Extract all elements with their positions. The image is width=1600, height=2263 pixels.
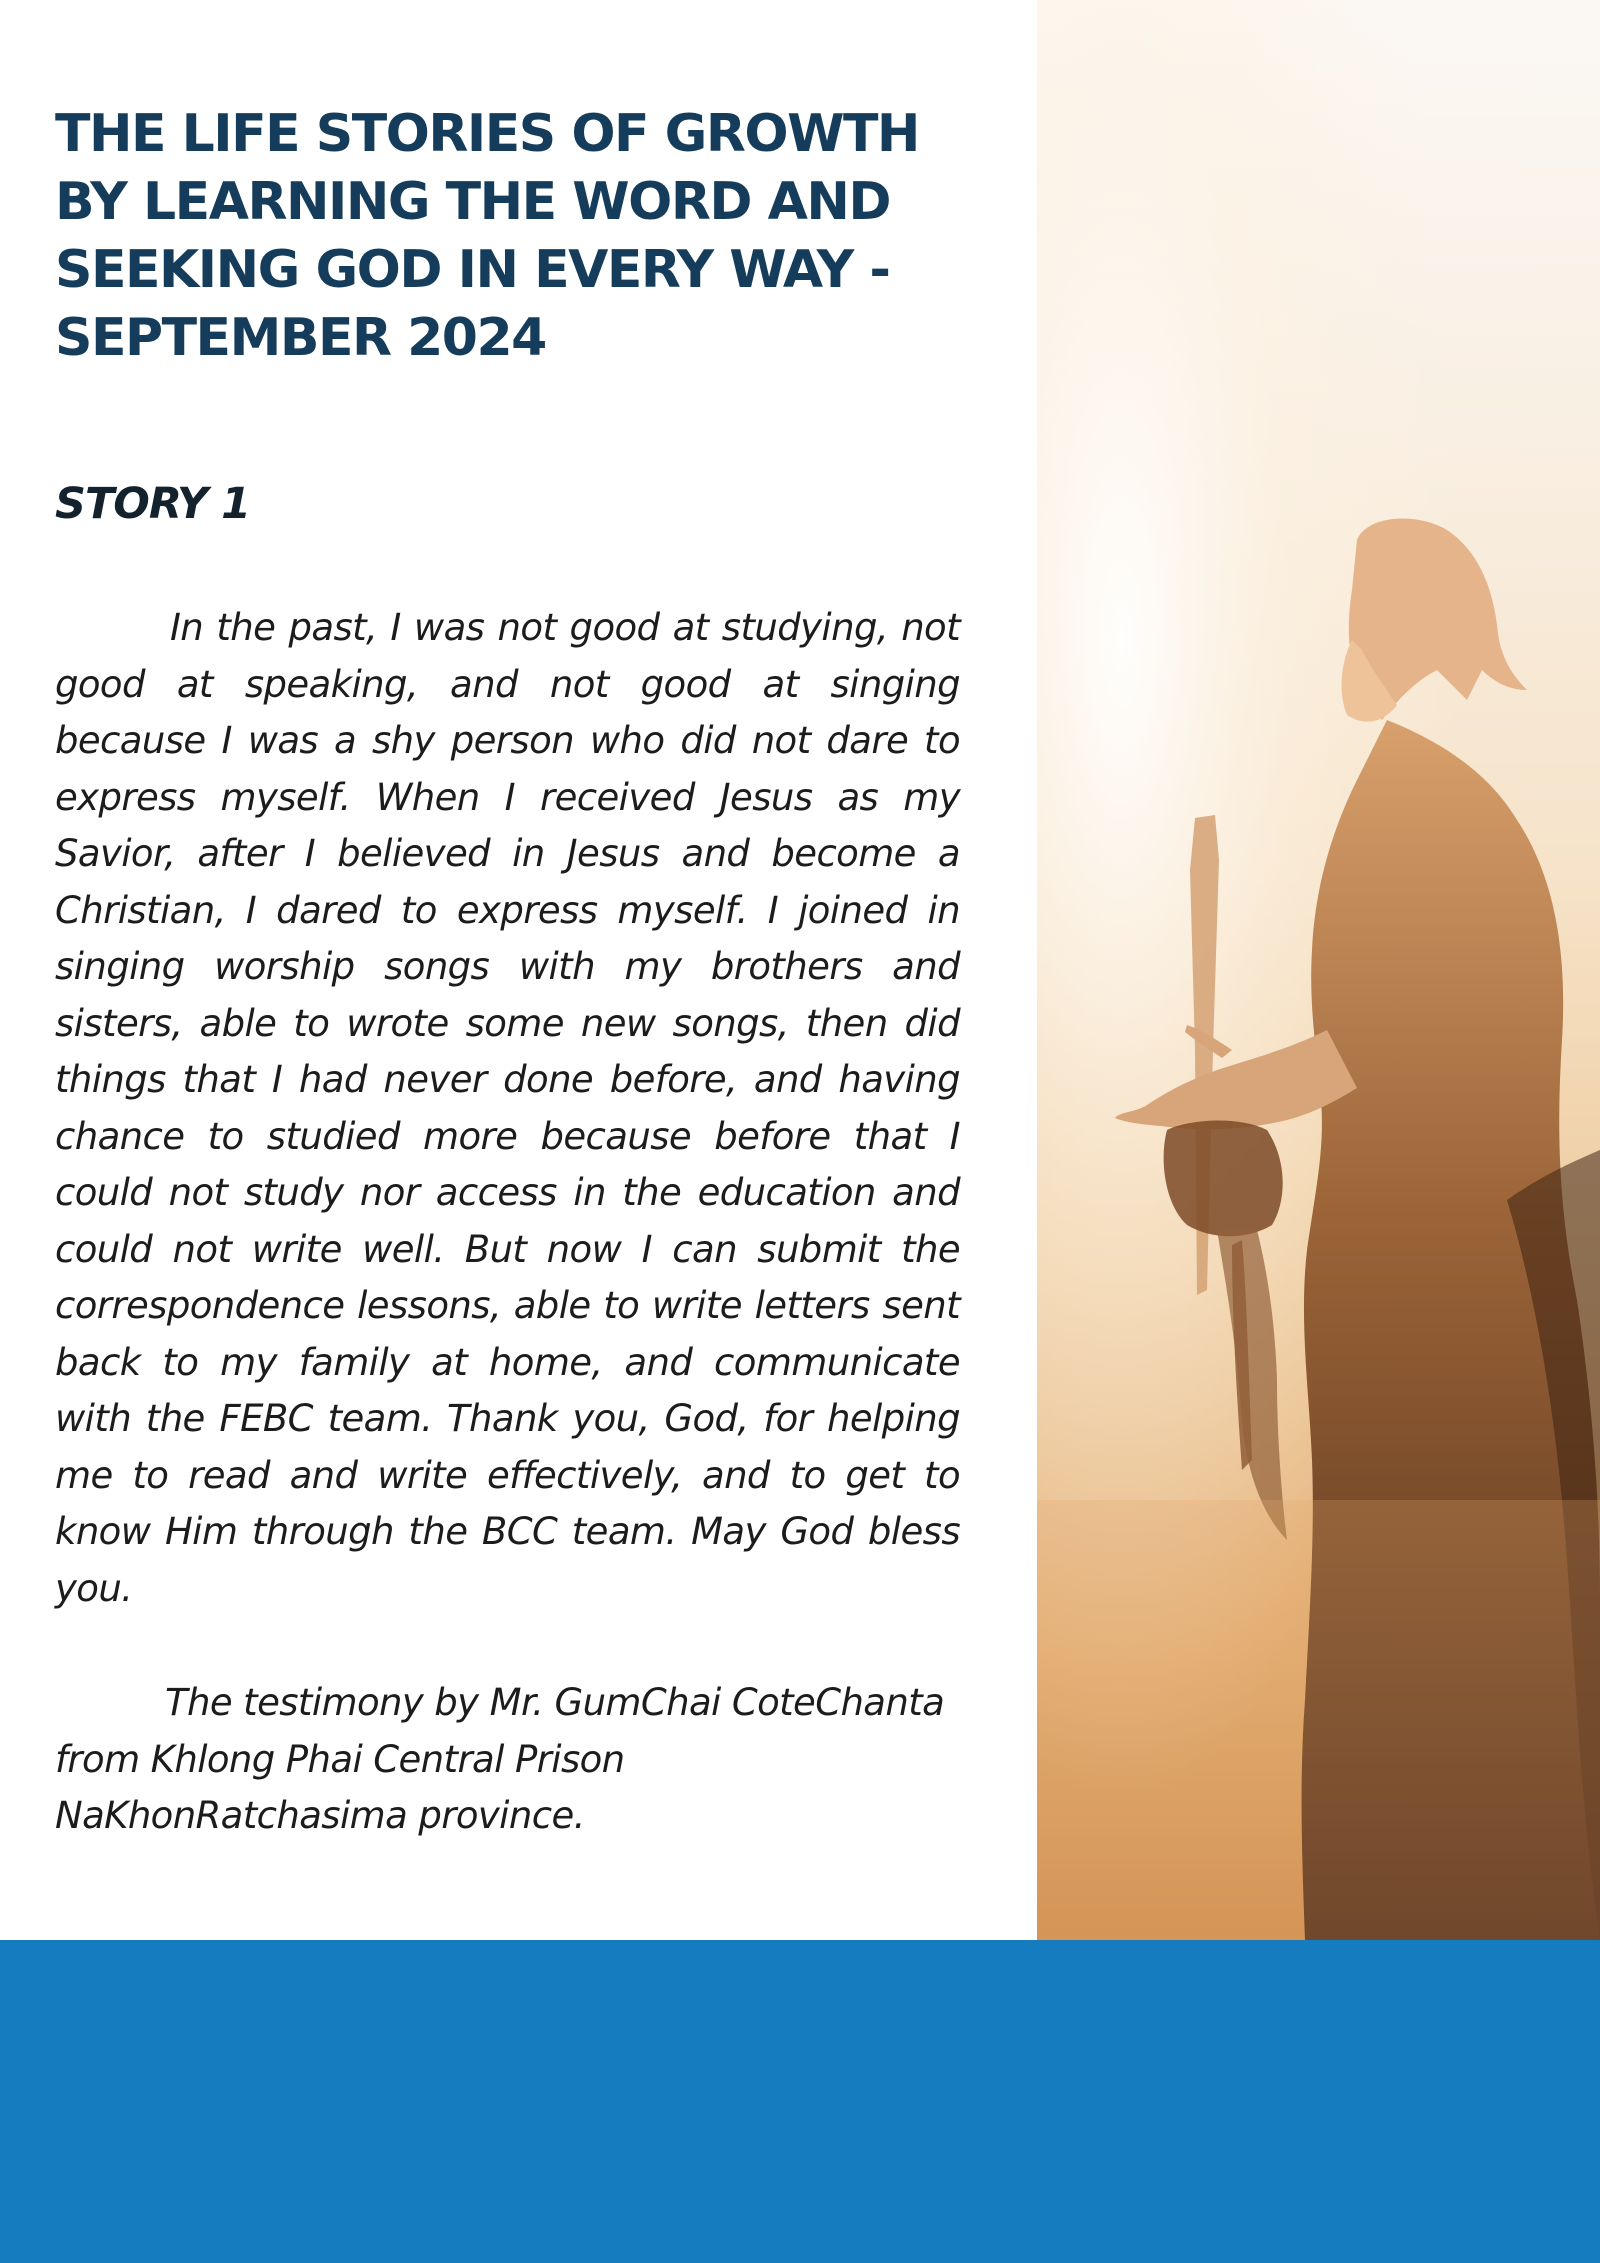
hero-photo [1037,0,1600,1940]
footer-band [0,1940,1600,2263]
silhouette-figure-illustration [1037,0,1600,1940]
testimony-attribution: The testimony by Mr. GumChai CoteChanta from Khlong Phai Central Prison NaKhonRatchasima province. [55,1681,945,1837]
page-title: THE LIFE STORIES OF GROWTH BY LEARNING THE WORD AND SEEKING GOD IN EVERY WAY - SEPTEMBER 2024 [55,104,919,368]
story-body: In the past, I was not good at studying, not good at speaking, and not good at singing because I was a shy person who did not dare to express myself. When I received Jesus as my Savior, after I believed in Jesus and become a Christian, I dared to express myself. I joined in singing worship songs with my brothers and sisters, able to wrote some new songs, then did things that I had never done before, and having chance to studied more because before that I could not study nor access in the education and could not write well. But now I can submit the correspondence lessons, able to write letters sent back to my family at home, and communicate with the FEBC team. Thank you, God, for helping me to read and write effectively, and to get to know Him through the BCC team. May God bless you. [55,606,960,1610]
text-column [55,0,960,1940]
story-heading: STORY 1 [55,479,251,529]
